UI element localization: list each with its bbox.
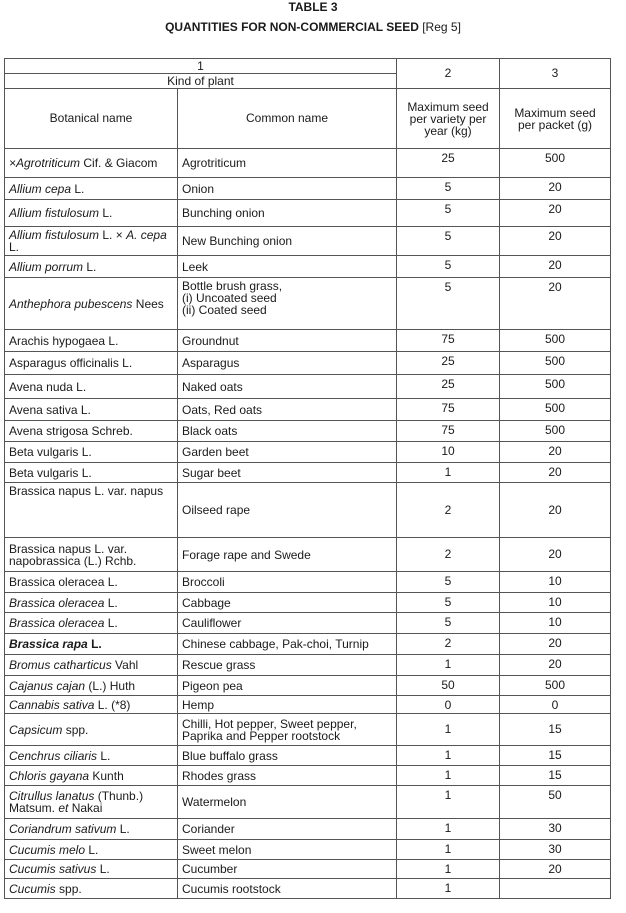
- max-per-packet-cell: 10: [500, 593, 611, 613]
- authority-text: L.: [104, 616, 118, 630]
- max-per-variety-cell: 2: [397, 538, 500, 572]
- authority-text: spp.: [55, 881, 82, 896]
- common-name-cell: Oilseed rape: [178, 483, 397, 538]
- max-per-packet-cell: 30: [500, 840, 611, 860]
- common-name-cell: Pigeon pea: [178, 676, 397, 696]
- max-per-variety-cell: 1: [397, 463, 500, 483]
- max-per-packet-cell: 500: [500, 676, 611, 696]
- authority-text: Brassica napus L. var. napus: [9, 484, 164, 498]
- common-name-cell: Hemp: [178, 696, 397, 714]
- table-row: [5, 819, 611, 840]
- max-per-packet-cell: 20: [500, 483, 611, 538]
- taxon-italic: Brassica rapa: [9, 637, 88, 651]
- max-per-variety-cell: 1: [397, 840, 500, 860]
- taxon-italic: A. cepa: [126, 228, 167, 242]
- max-per-variety-cell: 5: [397, 278, 500, 330]
- botanical-name-cell: [5, 399, 178, 421]
- max-per-packet-cell: 500: [500, 421, 611, 442]
- table-row: [5, 613, 611, 634]
- table-row: [5, 572, 611, 593]
- max-per-packet-cell: 20: [500, 178, 611, 200]
- max-per-variety-cell: 25: [397, 375, 500, 399]
- max-per-variety-cell: 2: [397, 483, 500, 538]
- taxon-italic: Cenchrus ciliaris: [9, 748, 98, 763]
- common-name-cell: Bottle brush grass, (i) Uncoated seed (ii) Coated seed: [178, 278, 397, 330]
- botanical-name-cell: [5, 178, 178, 200]
- botanical-name-cell: [5, 442, 178, 463]
- table-row: [5, 860, 611, 879]
- common-name-cell: Forage rape and Swede: [178, 538, 397, 572]
- max-per-variety-cell: 75: [397, 399, 500, 421]
- authority-text: Beta vulgaris L.: [9, 465, 92, 480]
- max-per-packet-cell: 500: [500, 149, 611, 178]
- common-name-cell: Watermelon: [178, 786, 397, 819]
- authority-text: spp.: [62, 722, 89, 737]
- botanical-name-cell: [5, 463, 178, 483]
- authority-text: Beta vulgaris L.: [9, 445, 92, 459]
- max-per-variety-cell: 25: [397, 352, 500, 375]
- max-per-variety-cell: 1: [397, 786, 500, 819]
- authority-text: L.: [97, 748, 111, 763]
- max-per-variety-cell: 5: [397, 572, 500, 593]
- table-row: [5, 442, 611, 463]
- authority-text: L.: [99, 206, 113, 220]
- authority-text: L.: [85, 842, 99, 857]
- authority-text: Kunth: [89, 768, 124, 783]
- max-per-variety-cell: 1: [397, 819, 500, 840]
- authority-text: L. (*8): [94, 697, 131, 712]
- common-name-cell: Chinese cabbage, Pak-choi, Turnip: [178, 634, 397, 655]
- common-name-cell: Garden beet: [178, 442, 397, 463]
- max-per-variety-cell: 0: [397, 696, 500, 714]
- authority-text: Cif. & Giacom: [80, 156, 158, 170]
- max-per-packet-cell: 15: [500, 746, 611, 766]
- authority-text: Avena sativa L.: [9, 402, 91, 417]
- botanical-name-cell: [5, 655, 178, 676]
- table-title: TABLE 3: [288, 0, 338, 14]
- common-name-cell: Rescue grass: [178, 655, 397, 676]
- botanical-name-cell: [5, 483, 178, 538]
- table-row: [5, 256, 611, 278]
- taxon-italic: Cannabis sativa: [9, 697, 95, 712]
- common-name-cell: Sweet melon: [178, 840, 397, 860]
- table-row: [5, 593, 611, 613]
- common-name-cell: Leek: [178, 256, 397, 278]
- table-row: [5, 463, 611, 483]
- taxon-italic: Cucumis: [9, 881, 56, 896]
- taxon-italic: Allium cepa: [9, 181, 72, 196]
- authority-text: Brassica napus L. var. napobrassica (L.) Rchb.: [9, 541, 137, 568]
- common-name-cell: Oats, Red oats: [178, 399, 397, 421]
- max-per-packet-cell: 20: [500, 256, 611, 278]
- common-name-cell: Groundnut: [178, 330, 397, 352]
- table-subtitle: [0, 20, 626, 34]
- max-per-packet-cell: 20: [500, 278, 611, 330]
- max-per-packet-cell: 20: [500, 634, 611, 655]
- botanical-name-cell: [5, 766, 178, 786]
- authority-text: Avena strigosa Schreb.: [9, 424, 133, 438]
- table-row: [5, 178, 611, 200]
- table-row: [5, 879, 611, 899]
- authority-text: L.: [104, 595, 118, 610]
- botanical-name-cell: [5, 278, 178, 330]
- max-per-packet-cell: 30: [500, 819, 611, 840]
- max-per-variety-cell: 25: [397, 149, 500, 178]
- table-row: [5, 655, 611, 676]
- taxon-italic: Chloris gayana: [9, 768, 90, 783]
- table-row: [5, 714, 611, 746]
- common-name-cell: Cucumis rootstock: [178, 879, 397, 899]
- table-row: [5, 746, 611, 766]
- table-row: [5, 840, 611, 860]
- common-name-cell: Cucumber: [178, 860, 397, 879]
- botanical-name-cell: [5, 149, 178, 178]
- botanical-name-cell: [5, 746, 178, 766]
- max-per-variety-cell: 1: [397, 714, 500, 746]
- max-per-variety-cell: 1: [397, 746, 500, 766]
- max-per-packet-cell: 500: [500, 375, 611, 399]
- taxon-italic: et: [58, 801, 69, 815]
- authority-text: (Thunb.) Matsum.: [9, 789, 144, 815]
- subtitle-text: QUANTITIES FOR NON-COMMERCIAL SEED: [165, 20, 419, 34]
- seed-quantities-table: [4, 58, 611, 899]
- common-name-cell: Chilli, Hot pepper, Sweet pepper, Paprika and Pepper rootstock: [178, 714, 397, 746]
- botanical-name-cell: [5, 819, 178, 840]
- botanical-name-header: Botanical name: [5, 89, 178, 149]
- max-per-variety-cell: 2: [397, 634, 500, 655]
- common-name-cell: Broccoli: [178, 572, 397, 593]
- taxon-italic: Cucumis melo: [9, 842, 86, 857]
- taxon-italic: Citrullus lanatus: [9, 789, 95, 803]
- max-per-packet-cell: 20: [500, 538, 611, 572]
- taxon-italic: Cajanus cajan: [9, 678, 86, 693]
- common-name-header: Common name: [178, 89, 397, 149]
- common-name-cell: Cauliflower: [178, 613, 397, 634]
- taxon-italic: Coriandrum sativum: [9, 822, 117, 836]
- max-per-packet-cell: 20: [500, 200, 611, 227]
- column-1-number: 1: [5, 59, 397, 74]
- botanical-name-cell: [5, 538, 178, 572]
- max-per-packet-cell: 20: [500, 227, 611, 256]
- table-row: [5, 676, 611, 696]
- botanical-name-cell: [5, 860, 178, 879]
- max-seed-per-packet-header: Maximum seed per packet (g): [500, 89, 611, 149]
- taxon-italic: Bromus catharticus: [9, 658, 112, 672]
- max-per-packet-cell: 20: [500, 442, 611, 463]
- max-per-variety-cell: 10: [397, 442, 500, 463]
- max-per-packet-cell: 500: [500, 330, 611, 352]
- table-row: [5, 149, 611, 178]
- max-per-variety-cell: 75: [397, 330, 500, 352]
- botanical-name-cell: [5, 676, 178, 696]
- max-per-packet-cell: [500, 879, 611, 899]
- table-row: [5, 483, 611, 538]
- table-row: [5, 352, 611, 375]
- max-per-packet-cell: 20: [500, 860, 611, 879]
- max-per-packet-cell: 500: [500, 399, 611, 421]
- table-row: [5, 766, 611, 786]
- taxon-italic: Cucumis sativus: [9, 862, 97, 876]
- max-per-variety-cell: 5: [397, 593, 500, 613]
- common-name-cell: Agrotriticum: [178, 149, 397, 178]
- table-row: [5, 538, 611, 572]
- max-per-variety-cell: 5: [397, 613, 500, 634]
- table-row: [5, 421, 611, 442]
- botanical-name-cell: [5, 840, 178, 860]
- botanical-name-cell: [5, 572, 178, 593]
- common-name-cell: Asparagus: [178, 352, 397, 375]
- max-per-variety-cell: 5: [397, 200, 500, 227]
- authority-text: L.: [87, 637, 102, 651]
- authority-text: Avena nuda L.: [9, 379, 87, 394]
- max-per-packet-cell: 10: [500, 613, 611, 634]
- botanical-name-cell: [5, 227, 178, 256]
- authority-text: Arachis hypogaea L.: [9, 333, 119, 348]
- authority-text: L.: [9, 240, 20, 254]
- common-name-cell: Coriander: [178, 819, 397, 840]
- authority-text: Nees: [132, 296, 164, 311]
- taxon-italic: Allium fistulosum: [9, 206, 100, 220]
- max-per-variety-cell: 5: [397, 256, 500, 278]
- authority-text: Asparagus officinalis L.: [9, 356, 133, 370]
- common-name-cell: Blue buffalo grass: [178, 746, 397, 766]
- max-per-variety-cell: 1: [397, 879, 500, 899]
- botanical-name-cell: [5, 421, 178, 442]
- column-3-number: 3: [500, 59, 611, 89]
- taxon-italic: ×Agrotriticum: [9, 156, 81, 170]
- taxon-italic: Capsicum: [9, 722, 63, 737]
- max-per-packet-cell: 10: [500, 572, 611, 593]
- max-per-packet-cell: 20: [500, 463, 611, 483]
- common-name-cell: Naked oats: [178, 375, 397, 399]
- taxon-italic: Anthephora pubescens: [9, 296, 133, 311]
- taxon-italic: Allium porrum: [9, 259, 84, 274]
- authority-text: L. ×: [99, 228, 127, 242]
- max-per-packet-cell: 500: [500, 352, 611, 375]
- common-name-cell: New Bunching onion: [178, 227, 397, 256]
- botanical-name-cell: [5, 375, 178, 399]
- max-per-packet-cell: 0: [500, 696, 611, 714]
- max-per-variety-cell: 1: [397, 766, 500, 786]
- max-per-variety-cell: 1: [397, 860, 500, 879]
- botanical-name-cell: [5, 593, 178, 613]
- max-per-packet-cell: 20: [500, 655, 611, 676]
- table-row: [5, 399, 611, 421]
- authority-text: Nakai: [68, 801, 103, 815]
- authority-text: L.: [96, 862, 110, 876]
- authority-text: L.: [71, 181, 85, 196]
- common-name-cell: Cabbage: [178, 593, 397, 613]
- max-per-variety-cell: 5: [397, 178, 500, 200]
- authority-text: L.: [116, 822, 130, 836]
- max-seed-per-variety-header: Maximum seed per variety per year (kg): [397, 89, 500, 149]
- max-per-packet-cell: 50: [500, 786, 611, 819]
- botanical-name-cell: [5, 786, 178, 819]
- regulation-reference: [Reg 5]: [418, 20, 461, 34]
- max-per-packet-cell: 15: [500, 714, 611, 746]
- common-name-cell: Onion: [178, 178, 397, 200]
- authority-text: (L.) Huth: [85, 678, 136, 693]
- taxon-italic: Allium fistulosum: [9, 228, 100, 242]
- taxon-italic: Brassica oleracea: [9, 616, 105, 630]
- botanical-name-cell: [5, 613, 178, 634]
- botanical-name-cell: [5, 879, 178, 899]
- authority-text: Vahl: [111, 658, 139, 672]
- botanical-name-cell: [5, 256, 178, 278]
- taxon-italic: Brassica oleracea: [9, 595, 105, 610]
- table-row: [5, 786, 611, 819]
- common-name-cell: Sugar beet: [178, 463, 397, 483]
- kind-of-plant-header: Kind of plant: [5, 74, 397, 89]
- max-per-packet-cell: 15: [500, 766, 611, 786]
- table-row: [5, 634, 611, 655]
- column-2-number: 2: [397, 59, 500, 89]
- table-row: [5, 227, 611, 256]
- table-row: [5, 696, 611, 714]
- botanical-name-cell: [5, 696, 178, 714]
- max-per-variety-cell: 1: [397, 655, 500, 676]
- botanical-name-cell: [5, 714, 178, 746]
- authority-text: L.: [83, 259, 97, 274]
- table-row: [5, 375, 611, 399]
- botanical-name-cell: [5, 634, 178, 655]
- max-per-variety-cell: 5: [397, 227, 500, 256]
- table-row: [5, 278, 611, 330]
- common-name-cell: Rhodes grass: [178, 766, 397, 786]
- max-per-variety-cell: 75: [397, 421, 500, 442]
- table-row: [5, 200, 611, 227]
- botanical-name-cell: [5, 352, 178, 375]
- max-per-variety-cell: 50: [397, 676, 500, 696]
- common-name-cell: Bunching onion: [178, 200, 397, 227]
- botanical-name-cell: [5, 200, 178, 227]
- botanical-name-cell: [5, 330, 178, 352]
- table-row: [5, 330, 611, 352]
- authority-text: Brassica oleracea L.: [9, 575, 118, 589]
- common-name-cell: Black oats: [178, 421, 397, 442]
